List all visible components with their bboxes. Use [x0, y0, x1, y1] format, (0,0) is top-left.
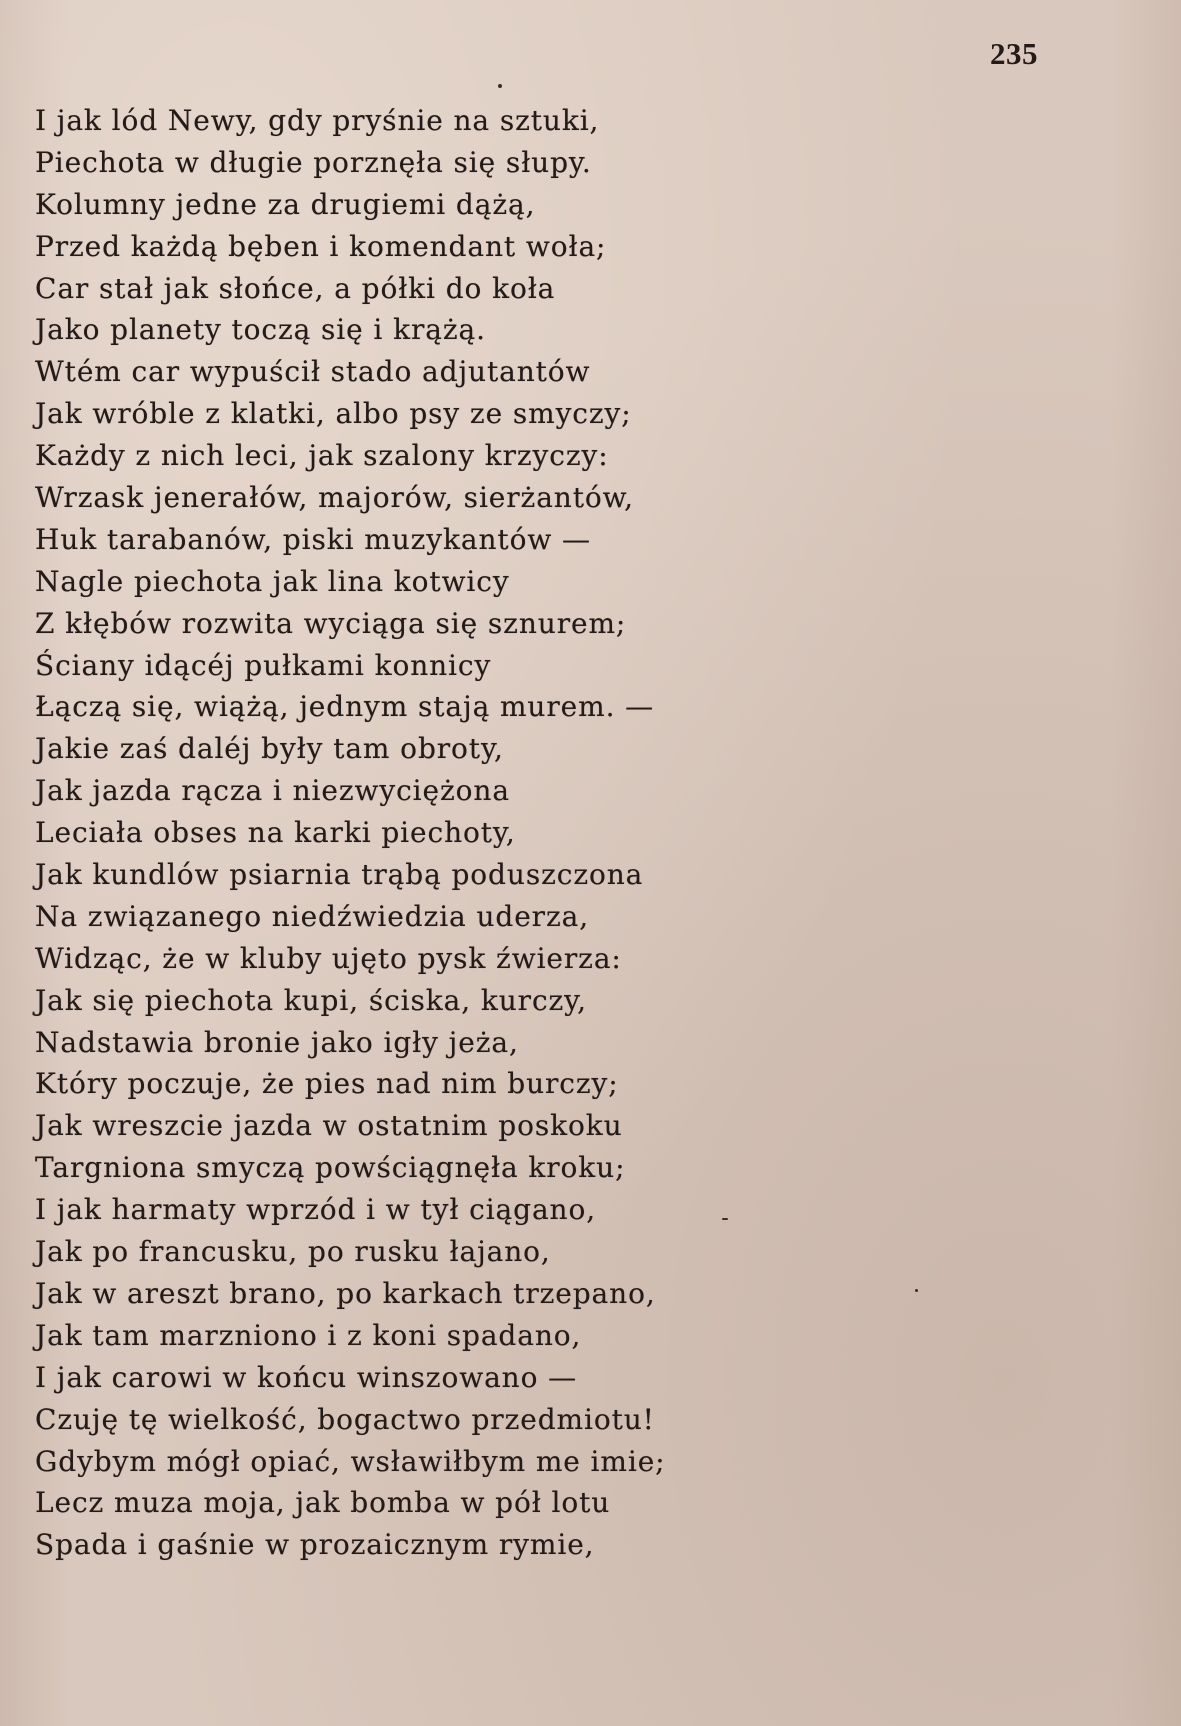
poem-line: Lecz muza moja, jak bomba w pół lotu	[35, 1486, 611, 1520]
poem-line: Wtém car wypuścił stado adjutantów	[35, 355, 591, 389]
poem-line: Car stał jak słońce, a półki do koła	[35, 271, 556, 305]
poem-line: Piechota w długie porznęła się słupy.	[35, 145, 592, 179]
poem-line: Nadstawia bronie jako igły jeża,	[35, 1025, 519, 1059]
poem-line: Jak tam marzniono i z koni spadano,	[35, 1318, 582, 1352]
poem-line: Kolumny jedne za drugiemi dążą,	[35, 187, 536, 221]
poem-line: Huk tarabanów, piski muzykantów —	[35, 522, 591, 556]
poem-line: Jak jazda rącza i niezwyciężona	[35, 774, 510, 808]
poem-line: Jak się piechota kupi, ściska, kurczy,	[35, 983, 587, 1017]
print-speck	[498, 84, 502, 88]
poem-line: Na związanego niedźwiedzia uderza,	[35, 899, 590, 933]
poem-line: Leciała obses na karki piechoty,	[35, 816, 516, 850]
poem-line: Przed każdą bęben i komendant woła;	[35, 229, 607, 263]
poem-line: I jak lód Newy, gdy pryśnie na sztuki,	[35, 104, 600, 137]
poem-line: Ściany idącéj pułkami konnicy	[35, 648, 492, 682]
poem-line: Jak w areszt brano, po karkach trzepano,	[35, 1276, 656, 1310]
poem-line: Jak kundlów psiarnia trąbą poduszczona	[35, 858, 644, 892]
poem-line: Wrzask jenerałów, majorów, sierżantów,	[35, 481, 634, 515]
poem-line: I jak carowi w końcu winszowano —	[35, 1360, 578, 1394]
poem-line: Jakie zaś daléj były tam obroty,	[35, 732, 504, 766]
page-number: 235	[990, 36, 1038, 71]
poem-line: Jak wróble z klatki, albo psy ze smyczy;	[35, 397, 632, 431]
print-speck	[722, 1218, 728, 1220]
poem-line: Łączą się, wiążą, jednym stają murem. —	[35, 690, 655, 724]
poem-line: I jak harmaty wprzód i w tył ciągano,	[35, 1193, 597, 1227]
poem-line: Jak po francusku, po rusku łajano,	[35, 1235, 551, 1269]
poem-line: Spada i gaśnie w prozaicznym rymie,	[35, 1528, 595, 1562]
poem-line: Czuję tę wielkość, bogactwo przedmiotu!	[35, 1402, 655, 1436]
poem-line: Który poczuje, że pies nad nim burczy;	[35, 1067, 619, 1101]
poem-line: Nagle piechota jak lina kotwicy	[35, 564, 510, 598]
poem-line: Jak wreszcie jazda w ostatnim poskoku	[35, 1109, 623, 1143]
poem-line: Z kłębów rozwita wyciąga się sznurem;	[35, 606, 627, 640]
poem-line: Każdy z nich leci, jak szalony krzyczy:	[35, 439, 609, 473]
poem-line: Gdybym mógł opiać, wsławiłbym me imie;	[35, 1444, 666, 1478]
poem-line: Jako planety toczą się i krążą.	[35, 313, 486, 347]
print-speck	[915, 1289, 918, 1292]
poem-line: Targniona smyczą powściągnęła kroku;	[35, 1151, 626, 1185]
poem-text	[35, 100, 666, 1566]
poem-line: Widząc, że w kluby ujęto pysk źwierza:	[35, 941, 622, 975]
